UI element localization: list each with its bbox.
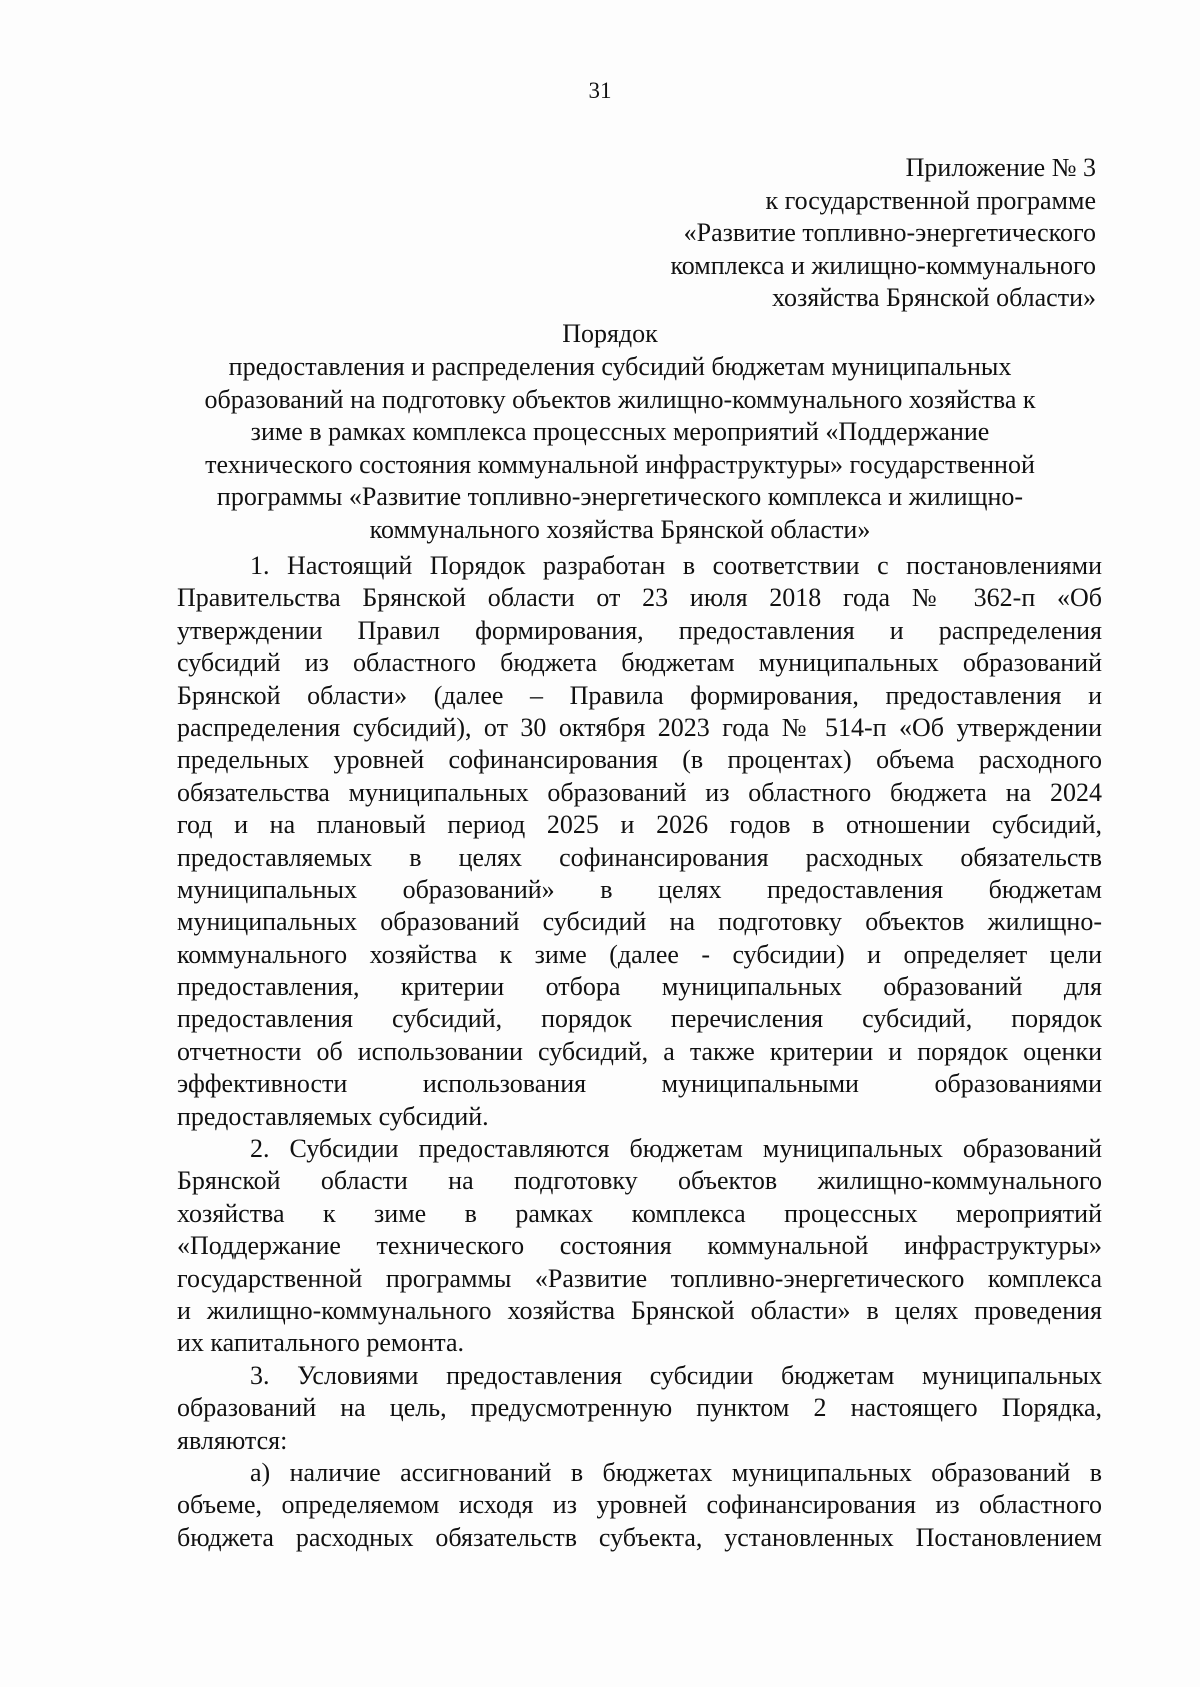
paragraph-line: муниципальных образований субсидий на подготовку объектов жилищно- [177,907,1102,937]
paragraph-line: утверждении Правил формирования, предоставления и распределения [177,615,1102,645]
subtitle-line: программы «Развитие топливно-энергетического комплекса и жилищно- [216,482,1024,511]
paragraph-line: хозяйства к зиме в рамках комплекса процессных мероприятий [177,1198,1102,1228]
paragraph-line: обязательства муниципальных образований из областного бюджета на 2024 [177,777,1102,807]
paragraph-line: государственной программы «Развитие топливно-энергетического комплекса [177,1263,1102,1293]
paragraph-line: Брянской области на подготовку объектов жилищно-коммунального [177,1166,1102,1196]
paragraph-2 [177,1133,1102,1360]
subtitle-line: образований на подготовку объектов жилищно-коммунального хозяйства к [204,384,1036,414]
appendix-line: «Развитие топливно-энергетического [683,218,1096,247]
paragraph-4 [177,1457,1102,1554]
paragraph-line: а) наличие ассигнований в бюджетах муниципальных образований в [250,1457,1102,1487]
appendix-line: Приложение № 3 [905,153,1096,182]
paragraph-line: и жилищно-коммунального хозяйства Брянской области» в целях проведения [177,1295,1102,1325]
paragraph-line: субсидий из областного бюджета бюджетам муниципальных образований [177,648,1102,678]
paragraph-line: эффективности использования муниципальными образованиями [177,1069,1102,1099]
paragraph-line: их капитального ремонта. [177,1328,465,1358]
subtitle-line: технического состояния коммунальной инфраструктуры» государственной [205,449,1035,479]
paragraph-line: «Поддержание технического состояния коммунальной инфраструктуры» [177,1231,1102,1261]
document-subtitle [160,351,1080,546]
paragraph-line: предельных уровней софинансирования (в процентах) объема расходного [177,745,1102,775]
paragraph-1 [177,550,1102,1133]
appendix-line: комплекса и жилищно-коммунального [670,250,1096,280]
page-number: 31 [588,78,612,103]
paragraph-line: предоставляемых в целях софинансирования расходных обязательств [177,842,1102,872]
paragraph-line: предоставляемых субсидий. [177,1101,489,1131]
paragraph-line: год и на плановый период 2025 и 2026 годов в отношении субсидий, [177,810,1102,840]
paragraph-line: являются: [177,1425,288,1455]
paragraph-line: Брянской области» (далее – Правила формирования, предоставления и [177,680,1102,710]
paragraph-line: предоставления субсидий, порядок перечисления субсидий, порядок [177,1004,1102,1034]
paragraph-line: 3. Условиями предоставления субсидии бюджетам муниципальных [250,1360,1102,1390]
paragraph-line: бюджета расходных обязательств субъекта, установленных Постановлением [177,1522,1102,1552]
appendix-line: хозяйства Брянской области» [771,283,1096,312]
subtitle-line: зиме в рамках комплекса процессных мероприятий «Поддержание [250,417,990,446]
paragraph-line: коммунального хозяйства к зиме (далее - субсидии) и определяет цели [177,939,1102,969]
paragraph-3 [177,1360,1102,1457]
document-body [177,550,1102,1554]
paragraph-line: 1. Настоящий Порядок разработан в соответствии с постановлениями [250,551,1102,580]
paragraph-line: образований на цель, предусмотренную пунктом 2 настоящего Порядка, [177,1393,1102,1423]
appendix-line: к государственной программе [765,185,1096,215]
paragraph-line: объеме, определяемом исходя из уровней софинансирования из областного [177,1490,1102,1520]
subtitle-line: коммунального хозяйства Брянской области» [369,514,871,544]
paragraph-line: Правительства Брянской области от 23 июля 2018 года № 362-п «Об [177,583,1102,613]
paragraph-line: отчетности об использовании субсидий, а также критерии и порядок оценки [177,1036,1102,1066]
paragraph-line: распределения субсидий), от 30 октября 2023 года № 514-п «Об утверждении [177,712,1102,742]
document-title: Порядок [562,319,658,348]
paragraph-line: предоставления, критерии отбора муниципальных образований для [177,972,1102,1002]
appendix-header [670,152,1096,315]
subtitle-line: предоставления и распределения субсидий бюджетам муниципальных [228,352,1012,381]
paragraph-line: муниципальных образований» в целях предоставления бюджетам [177,874,1102,904]
paragraph-line: 2. Субсидии предоставляются бюджетам муниципальных образований [250,1134,1102,1164]
